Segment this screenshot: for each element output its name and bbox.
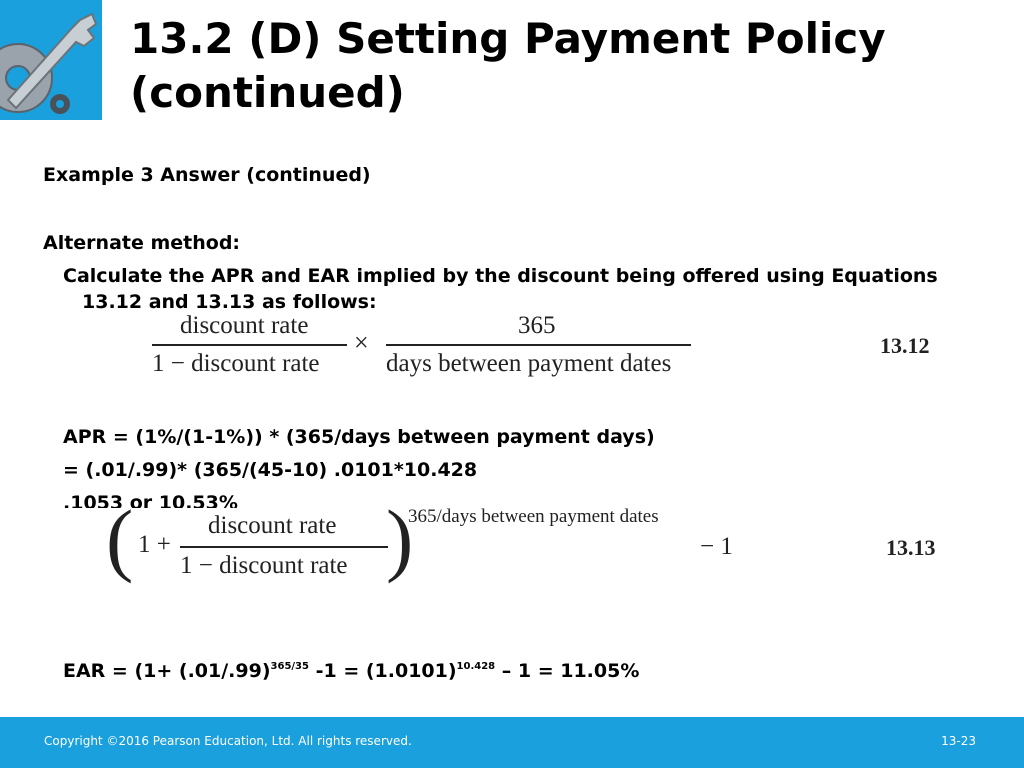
- eq2-one-plus: 1 +: [138, 531, 171, 558]
- ear-exponent-2: 10.428: [456, 661, 496, 672]
- eq1-fraction-bar-1: [152, 344, 347, 346]
- title-line-1: 13.2 (D) Setting Payment Policy: [130, 14, 886, 63]
- eq1-numerator-discount: discount rate: [180, 312, 309, 339]
- alternate-heading: Alternate method:: [43, 232, 241, 254]
- eq2-fraction-bar: [180, 546, 388, 548]
- example-heading: Example 3 Answer (continued): [43, 164, 371, 186]
- eq2-minus-one: − 1: [700, 533, 733, 560]
- intro-line-2: 13.12 and 13.13 as follows:: [82, 291, 377, 313]
- footer-bar: [0, 717, 1024, 768]
- eq2-close-paren: ): [386, 493, 414, 584]
- ear-line: EAR = ($1+ (.01/.99)^{365/35}$ $-1 = (1.0101)^{10.428} - 1 = 11.05\%$: [63, 660, 640, 682]
- page-number: 13-23: [941, 734, 976, 748]
- eq1-number: 13.12: [880, 333, 930, 358]
- eq1-denominator-days: days between payment dates: [386, 350, 672, 377]
- title-line-2: (continued): [130, 68, 405, 117]
- eq1-times-sign: ×: [354, 328, 369, 357]
- apr-line-2: = (.01/.99)* (365/(45-10) .0101*10.428: [63, 459, 478, 481]
- eq1-numerator-365: 365: [518, 312, 556, 339]
- eq1-denominator-discount: 1 − discount rate: [152, 350, 320, 377]
- intro-line-1: Calculate the APR and EAR implied by the discount being offered using Equations: [63, 265, 938, 287]
- apr-line-1: APR = (1%/(1-1%)) * (365/days between payment days): [63, 426, 655, 448]
- copyright-text: Copyright ©2016 Pearson Education, Ltd. All rights reserved.: [44, 734, 412, 748]
- logo: [0, 0, 102, 120]
- eq2-open-paren: (: [106, 493, 134, 584]
- eq2-numerator: discount rate: [208, 512, 337, 539]
- gear-wrench-icon: [0, 0, 102, 120]
- slide-title: [130, 12, 990, 120]
- ear-exponent-1: 365/35: [270, 661, 309, 672]
- eq1-fraction-bar-2: [386, 344, 691, 346]
- eq2-number: 13.13: [886, 535, 936, 560]
- eq2-denominator: 1 − discount rate: [180, 552, 348, 579]
- apr-line-3: .1053 or 10.53%: [63, 492, 238, 508]
- eq2-exponent: 365/days between payment dates: [408, 506, 659, 527]
